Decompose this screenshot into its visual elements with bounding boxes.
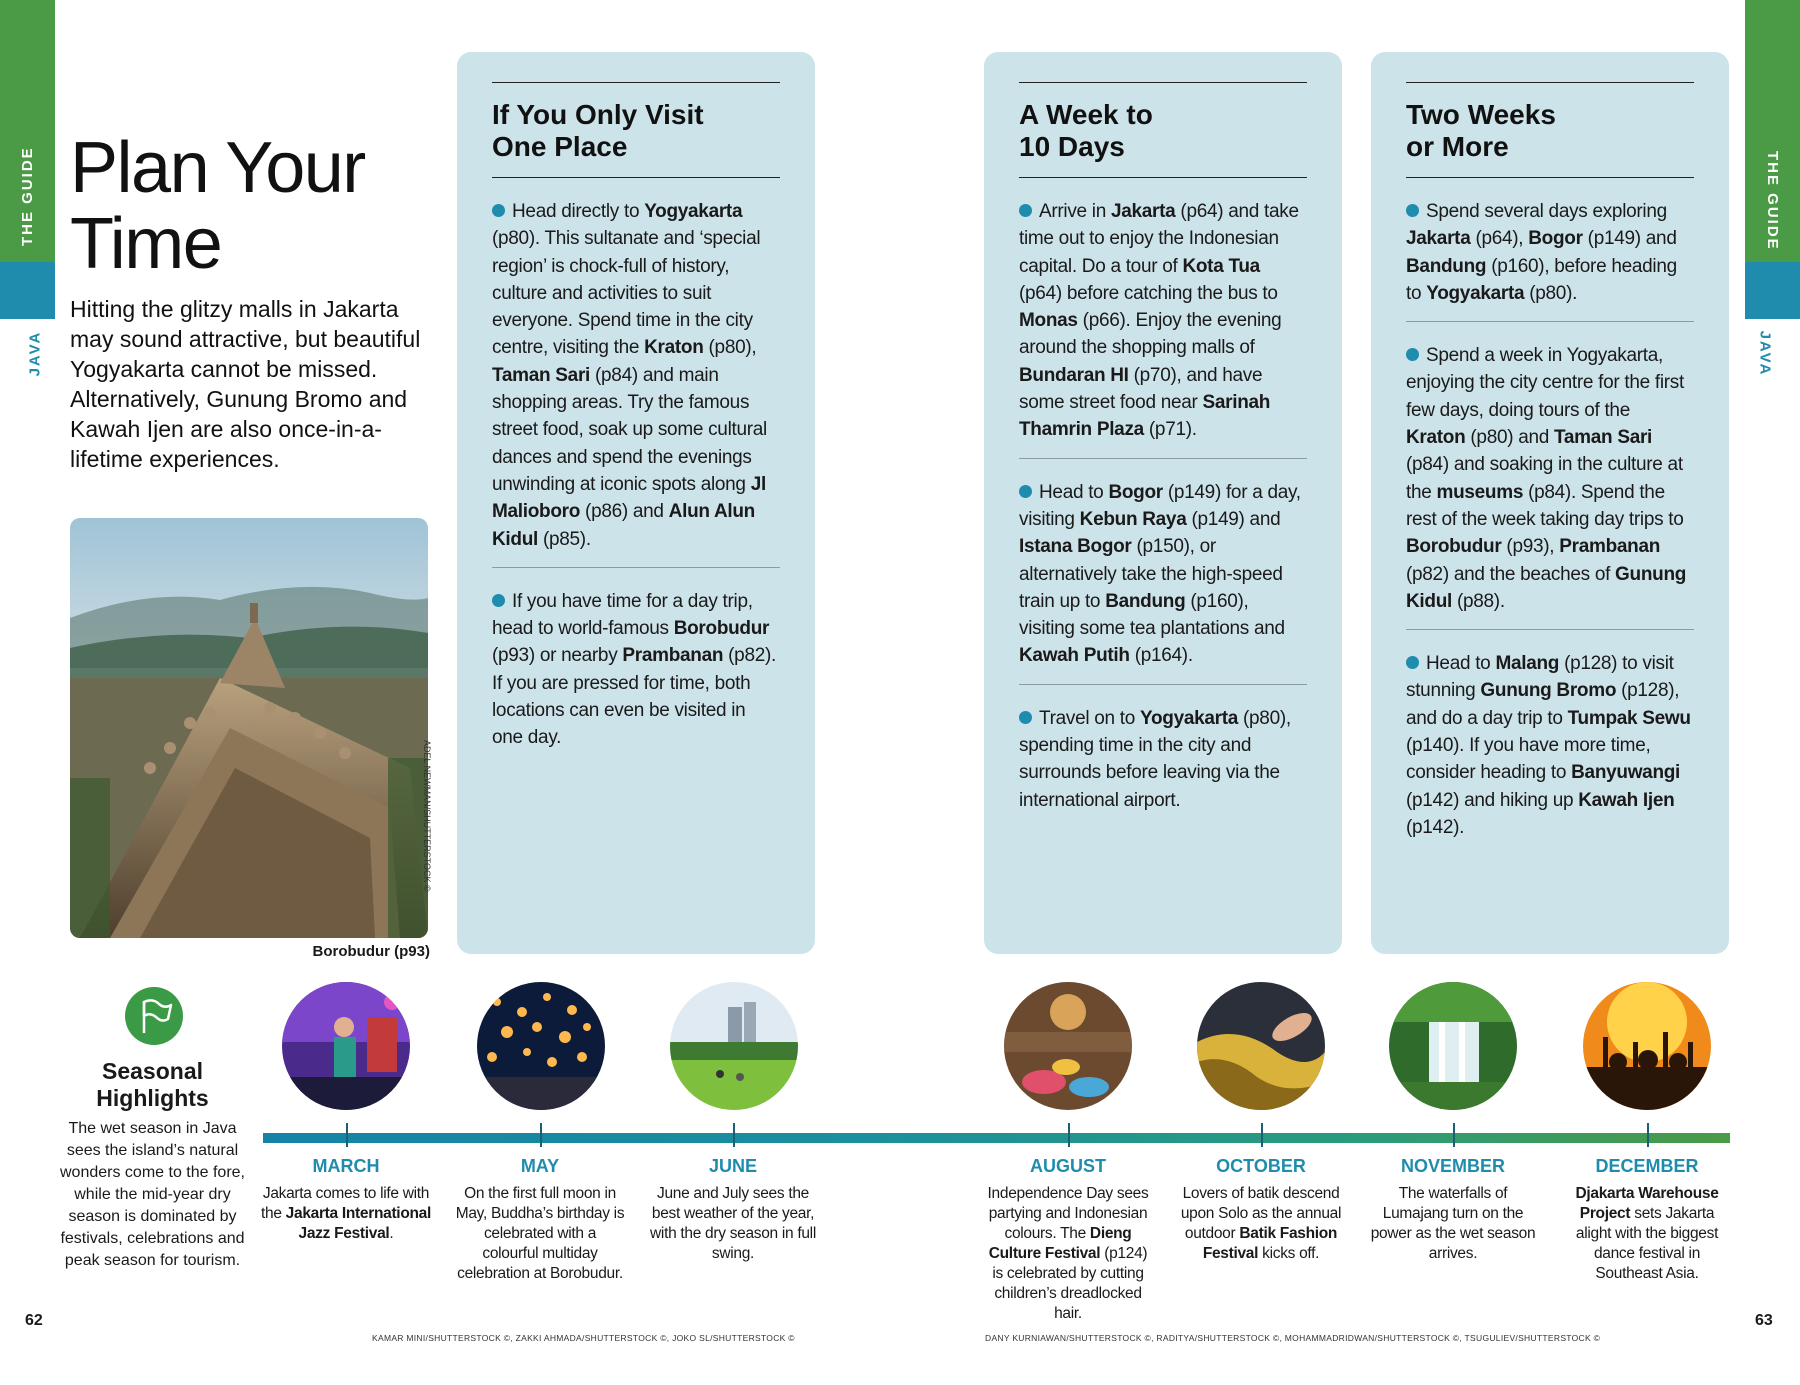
month-august: AUGUST — [1030, 1156, 1106, 1176]
timeline-tick — [540, 1123, 542, 1147]
page-title — [70, 130, 365, 282]
right-java-tab — [1745, 262, 1800, 319]
photo-credits-left: KAMAR MINI/SHUTTERSTOCK ©, ZAKKI AHMADA/SHUTTERSTOCK ©, JOKO SL/SHUTTERSTOCK © — [372, 1333, 795, 1343]
panel-top-rule — [1406, 82, 1694, 83]
timeline-tick — [1068, 1123, 1070, 1147]
month-june: JUNE — [708, 1156, 757, 1176]
december-photo — [1583, 982, 1711, 1110]
photo-credits-right: DANY KURNIAWAN/SHUTTERSTOCK ©, RADITYA/SHUTTERSTOCK ©, MOHAMMADRIDWAN/SHUTTERSTOCK ©, TSUGULIEV/SHUTTERSTOCK © — [985, 1333, 1601, 1343]
bullet-dot — [1406, 656, 1419, 669]
bullet-dot — [1019, 204, 1032, 217]
panel-week — [984, 52, 1342, 954]
itinerary-item: Head to Bogor (p149) for a day, visiting Kebun Raya (p149) and Istana Bogor (p150), or alternatively take the high-speed train up to Bandung (p160), visiting some tea plantations and Kawah Putih (p164). — [1019, 481, 1301, 667]
month-march-text: Jakarta comes to life with the Jakarta International Jazz Festival. — [261, 1185, 431, 1242]
month-november-text: The waterfalls of Lumajang turn on the power as the wet season arrives. — [1370, 1185, 1536, 1262]
page-number-right: 63 — [1755, 1312, 1773, 1329]
panel-two-weeks — [1371, 52, 1729, 954]
month-october: OCTOBER — [1216, 1156, 1306, 1176]
borobudur-photo — [70, 518, 428, 938]
itinerary-item: Travel on to Yogyakarta (p80), spending time in the city and surrounds before leaving via the international airport. — [1019, 707, 1291, 811]
itinerary-item: Head directly to Yogyakarta (p80). This sultanate and ‘special region’ is chock-full of history, culture and activities to suit everyone. Spend time in the city centre, visiting the Kraton (p80), Taman Sari (p84) and main shopping areas. Try the famous street food, soak up some cultural dances and spend the evenings unwinding at iconic spots along Jl Malioboro (p86) and Alun Alun Kidul (p85). — [492, 201, 767, 550]
left-java-tab — [0, 262, 55, 319]
itinerary-item: Arrive in Jakarta (p64) and take time out to enjoy the Indonesian capital. Do a tour of Kota Tua (p64) before catching the bus to Monas (p66). Enjoy the evening around the shopping malls of Bundaran HI (p70), and have some street food near Sarinah Thamrin Plaza (p71). — [1019, 201, 1299, 441]
month-june-text: June and July sees the best weather of the year, with the dry season in full swing. — [650, 1185, 816, 1262]
bullet-dot — [1019, 485, 1032, 498]
panel-one-place — [457, 52, 815, 954]
bullet-dot — [492, 204, 505, 217]
timeline-bar — [263, 1133, 1730, 1143]
october-photo — [1197, 982, 1325, 1110]
march-photo — [282, 982, 410, 1110]
seasonal-title: Seasonal Highlights — [96, 1058, 209, 1111]
timeline-tick — [1647, 1123, 1649, 1147]
month-march: MARCH — [312, 1156, 380, 1176]
right-java-label: JAVA — [1756, 330, 1774, 377]
item-divider — [1406, 629, 1694, 630]
june-photo — [670, 982, 798, 1110]
timeline-tick — [733, 1123, 735, 1147]
timeline-tick — [1453, 1123, 1455, 1147]
month-december: DECEMBER — [1595, 1156, 1699, 1176]
title-line-2: Time — [70, 204, 222, 284]
month-may: MAY — [520, 1156, 560, 1176]
photo-credit: ADEL NEWMAN/SHUTTERSTOCK © — [422, 740, 432, 892]
itinerary-item: If you have time for a day trip, head to world-famous Borobudur (p93) or nearby Prambanan (p82). If you are pressed for time, both locations can even be visited in one day. — [492, 590, 776, 749]
november-photo — [1389, 982, 1517, 1110]
intro-paragraph: Hitting the glitzy malls in Jakarta may sound attractive, but beautiful Yogyakarta cannot be missed. Alternatively, Gunung Bromo and Kawah Ijen are also once-in-a-lifetime experiences. — [70, 296, 421, 472]
timeline-tick — [346, 1123, 348, 1147]
page-number-left: 62 — [25, 1312, 43, 1329]
month-december-text: Djakarta Warehouse Project sets Jakarta alight with the biggest dance festival in Southeast Asia. — [1575, 1185, 1719, 1282]
month-november: NOVEMBER — [1400, 1156, 1505, 1176]
panel-title: Two Weeks or More — [1406, 99, 1556, 162]
itinerary-item: Head to Malang (p128) to visit stunning Gunung Bromo (p128), and do a day trip to Tumpak Sewu (p140). If you have more time, consider heading to Banyuwangi (p142) and hiking up Kawah Ijen (p142). — [1406, 653, 1691, 838]
flag-icon — [125, 987, 183, 1045]
panel-top-rule — [1019, 82, 1307, 83]
may-photo — [477, 982, 605, 1110]
item-divider — [492, 567, 780, 568]
panel-title: If You Only Visit One Place — [492, 99, 704, 162]
item-divider — [1019, 684, 1307, 685]
itinerary-item: Spend several days exploring Jakarta (p64), Bogor (p149) and Bandung (p160), before heading to Yogyakarta (p80). — [1406, 201, 1677, 304]
bullet-dot — [1406, 204, 1419, 217]
month-august-text: Independence Day sees partying and Indonesian colours. The Dieng Culture Festival (p124) is celebrated by cutting children’s dreadlocked hair. — [987, 1185, 1149, 1322]
month-may-text: On the first full moon in May, Buddha’s birthday is celebrated with a colourful multiday celebration at Borobudur. — [455, 1185, 625, 1282]
bullet-dot — [1406, 348, 1419, 361]
item-divider — [1019, 458, 1307, 459]
panel-top-rule — [492, 82, 780, 83]
august-photo — [1004, 982, 1132, 1110]
title-line-1: Plan Your — [70, 128, 365, 208]
timeline-tick — [1261, 1123, 1263, 1147]
right-guide-label: THE GUIDE — [1764, 151, 1781, 251]
seasonal-text: The wet season in Java sees the island’s natural wonders come to the fore, while the mid-year dry season is dominated by festivals, celebrations and peak season for tourism. — [60, 1120, 245, 1269]
itinerary-item: Spend a week in Yogyakarta, enjoying the city centre for the first few days, doing tours of the Kraton (p80) and Taman Sari (p84) and soaking in the culture at the museums (p84). Spend the rest of the week taking day trips to Borobudur (p93), Prambanan (p82) and the beaches of Gunung Kidul (p88). — [1406, 345, 1687, 612]
bullet-dot — [492, 594, 505, 607]
item-divider — [1406, 321, 1694, 322]
left-guide-label: THE GUIDE — [19, 146, 36, 246]
left-java-label: JAVA — [26, 330, 44, 377]
panel-title: A Week to 10 Days — [1019, 99, 1153, 162]
bullet-dot — [1019, 711, 1032, 724]
month-october-text: Lovers of batik descend upon Solo as the annual outdoor Batik Fashion Festival kicks off. — [1180, 1185, 1342, 1262]
photo-caption: Borobudur (p93) — [312, 943, 430, 960]
